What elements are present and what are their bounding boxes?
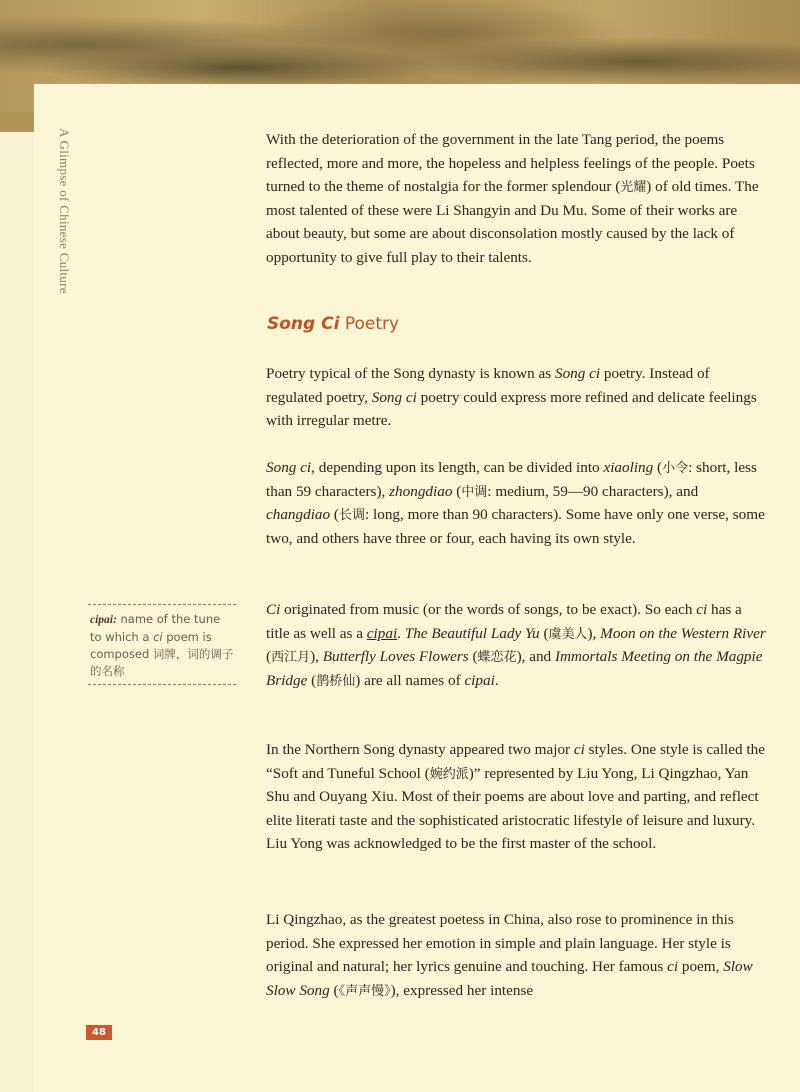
cipai-glossary-term: cipai: [366, 624, 398, 642]
paragraph-song-ci-length: Song ci, depending upon its length, can be divided into xiaoling (小令: short, less than 59 characters), zhongdiao (中调: medium, 59—90 characters), and changdiao (长调: long, more than 90 characters). Some have only one verse, some two, and others have three or four, each having its own style.: [266, 459, 765, 547]
margin-gloss-cipai: cipai: name of the tune to which a ci poem is composed 词牌，词的调子的名称: [88, 604, 236, 685]
paragraph-li-qingzhao: Li Qingzhao, as the greatest poetess in China, also rose to prominence in this period. She expressed her emotion in simple and plain language. Her style is original and natural; her lyrics genuine and touching. Her famous ci poem, Slow Slow Song (《声声慢》), expressed her intense: [266, 911, 753, 999]
section-heading-song-ci: Song Ci Poetry: [267, 314, 400, 334]
paragraph-late-tang: With the deterioration of the government in the late Tang period, the poems reflected, more and more, the hopeless and helpless feelings of the people. Poets turned to the theme of nostalgia for the former splendour (光耀) of old times. The most talented of these were Li Shangyin and Du Mu. Some of their works are about beauty, but some are about disconsolation mostly caused by the lack of opportunity to give full play to their talents.: [266, 131, 759, 266]
paragraph-cipai: Ci originated from music (or the words of songs, to be exact). So each ci has a title as well as a cipai. The Beautiful Lady Yu (虞美人), Moon on the Western River (西江月), Butterfly Loves Flowers (蝶恋花), and Immortals Meeting on the Magpie Bridge (鹊桥仙) are all names of cipai.: [266, 601, 766, 689]
page-number-badge: 48: [86, 1025, 112, 1040]
banner-edge: [0, 112, 34, 132]
paragraph-song-ci-intro: Poetry typical of the Song dynasty is known as Song ci poetry. Instead of regulated poetry, Song ci poetry could express more refined and delicate feelings with irregular metre.: [266, 365, 757, 430]
running-side-title: A Glimpse of Chinese Culture: [57, 128, 72, 294]
paragraph-soft-tuneful-school: In the Northern Song dynasty appeared two major ci styles. One style is called the “Soft and Tuneful School (婉约派)” represented by Liu Yong, Li Qingzhao, Yan Shu and Ouyang Xiu. Most of their poems are about love and parting, and reflect elite literati taste and the sophisticated aristocratic lifestyle of leisure and luxury. Liu Yong was acknowledged to be the first master of the school.: [266, 741, 765, 853]
